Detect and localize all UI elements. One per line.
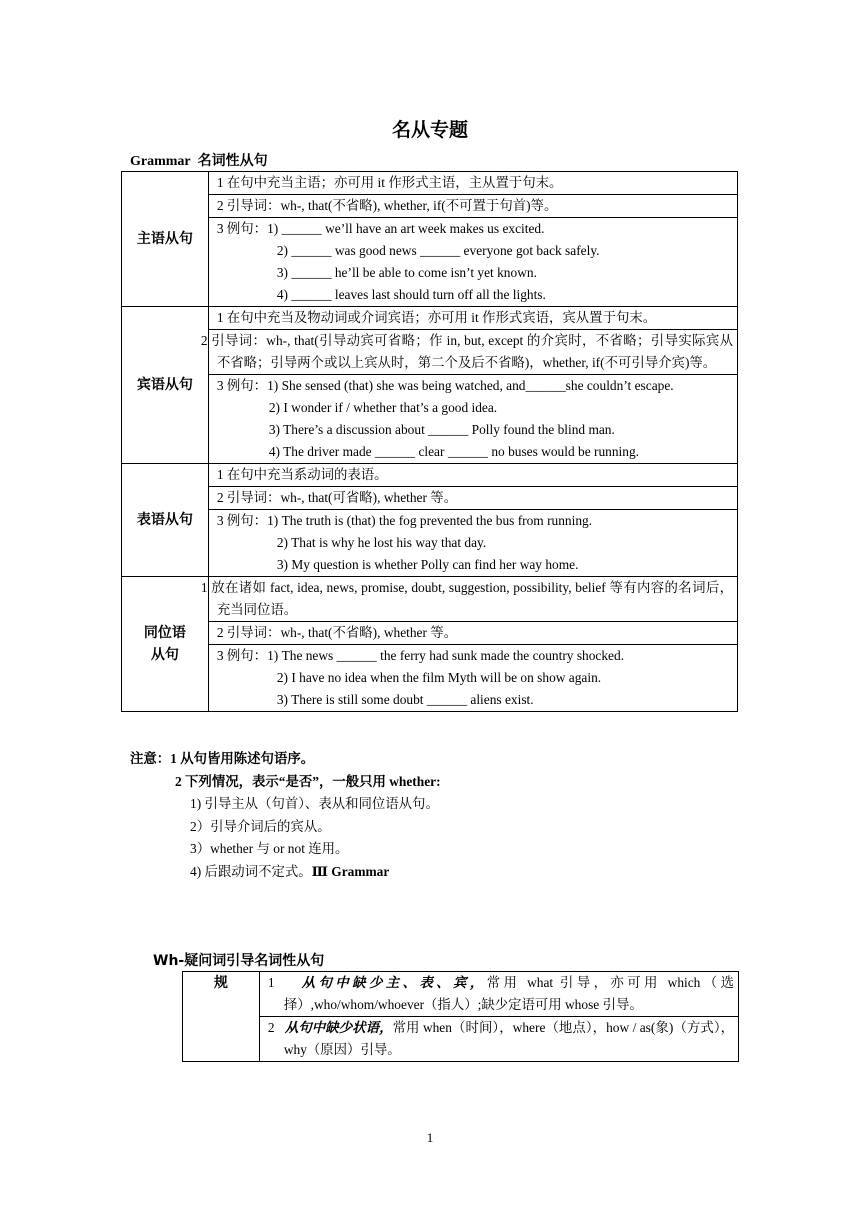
- table-row: [122, 195, 738, 218]
- table-row: [122, 330, 738, 375]
- note-subitem: 1) 引导主从（句首）、表从和同位语从句。: [190, 796, 439, 811]
- row-introducers: 2 引导词：wh-, that(不省略), whether, if(不可置于句首)等。: [208, 195, 737, 218]
- table-row: [122, 172, 738, 195]
- wh-rules-table: [182, 971, 739, 1062]
- example-sentence: 1) She sensed (that) she was being watched, and______she couldn’t escape.: [267, 378, 674, 393]
- category-appositive-clause: [122, 577, 209, 712]
- category-predicative-clause: 表语从句: [122, 464, 209, 577]
- row-definition: 1 放在诸如 fact, idea, news, promise, doubt, suggestion, possibility, belief 等有内容的名词后，充当同位语。: [208, 577, 737, 622]
- example-sentence: 4) ______ leaves last should turn off all the lights.: [276, 287, 546, 302]
- rule-item: 1 从句中缺少主、表、宾，常用 what 引导，亦可用 which（选择）,who/whom/whoever（指人）;缺少定语可用 whose 引导。: [259, 972, 738, 1017]
- examples-label: 3 例句：: [216, 513, 268, 528]
- grammar-heading-cn: 名词性从句: [197, 153, 268, 169]
- category-object-clause: 宾语从句: [122, 307, 209, 464]
- example-sentence: 2) ______ was good news ______ everyone got back safely.: [276, 243, 600, 258]
- example-sentence: 1) The truth is (that) the fog prevented the bus from running.: [267, 513, 593, 528]
- row-examples: [208, 645, 737, 712]
- example-sentence: 2) I wonder if / whether that’s a good idea.: [268, 400, 498, 415]
- row-definition: 1 在句中充当系动词的表语。: [208, 464, 737, 487]
- grammar-heading-en: Grammar: [130, 154, 191, 169]
- row-definition: 1 在句中充当及物动词或介词宾语；亦可用 it 作形式宾语，宾从置于句末。: [208, 307, 737, 330]
- example-sentence: 2) I have no idea when the film Myth will be on show again.: [276, 670, 602, 685]
- example-sentence: 2) That is why he lost his way that day.: [276, 535, 487, 550]
- page-title: 名从专题: [391, 119, 468, 141]
- noun-clause-table: [121, 171, 738, 712]
- category-appositive-line2: 从句: [150, 647, 179, 663]
- example-sentence: 3) There is still some doubt ______ aliens exist.: [276, 692, 534, 707]
- table-row: [122, 645, 738, 712]
- example-sentence: 1) The news ______ the ferry had sunk made the country shocked.: [267, 648, 625, 663]
- table-row: [122, 487, 738, 510]
- table-row: [122, 218, 738, 307]
- row-introducers: 2 引导词：wh-, that(不省略), whether 等。: [208, 622, 737, 645]
- table-row: [183, 1017, 739, 1062]
- row-examples: [208, 218, 737, 307]
- example-sentence: 1) ______ we’ll have an art week makes us excited.: [267, 221, 545, 236]
- category-appositive-line1: 同位语: [143, 625, 186, 641]
- note-subitem: 3）whether 与 or not 连用。: [190, 841, 349, 856]
- examples-label: 3 例句：: [216, 378, 268, 393]
- category-subject-clause: 主语从句: [122, 172, 209, 307]
- rules-category: 规: [183, 972, 260, 1062]
- wh-heading: Wh-疑问词引导名词性从句: [153, 953, 325, 969]
- row-definition: 1 在句中充当主语；亦可用 it 作形式主语，主从置于句末。: [208, 172, 737, 195]
- table-row: [183, 972, 739, 1017]
- note-item: 2 下列情况，表示“是否”，一般只用 whether:: [175, 773, 441, 789]
- example-sentence: 3) My question is whether Polly can find her way home.: [276, 557, 579, 572]
- roman-grammar-heading: Ⅲ Grammar: [311, 863, 390, 879]
- row-examples: [208, 375, 737, 464]
- note-subitem: 2）引导介词后的宾从。: [190, 818, 331, 834]
- table-row: [122, 464, 738, 487]
- example-sentence: 3) There’s a discussion about ______ Polly found the blind man.: [268, 422, 615, 437]
- table-row: [122, 510, 738, 577]
- table-row: [122, 375, 738, 464]
- row-examples: [208, 510, 737, 577]
- row-introducers: 2 引导词：wh-, that(引导动宾可省略；作 in, but, except 的介宾时，不省略；引导实际宾从不省略；引导两个或以上宾从时，第二个及后不省略)，whether, if(不可引导介宾)等。: [208, 330, 737, 375]
- table-row: [122, 577, 738, 622]
- notes-section: [130, 748, 441, 883]
- row-introducers: 2 引导词：wh-, that(可省略), whether 等。: [208, 487, 737, 510]
- examples-label: 3 例句：: [216, 221, 268, 236]
- grammar-heading: [130, 150, 268, 170]
- table-row: [122, 622, 738, 645]
- note-item: 1 从句皆用陈述句语序。: [170, 751, 315, 766]
- rule-item: 2 从句中缺少状语，常用 when（时间），where（地点），how / as(象)（方式），why（原因）引导。: [259, 1017, 738, 1062]
- notes-label: 注意：: [130, 751, 171, 766]
- note-subitem: 4) 后跟动词不定式。Ⅲ Grammar: [190, 863, 390, 879]
- example-sentence: 3) ______ he’ll be able to come isn’t yet known.: [276, 265, 537, 280]
- examples-label: 3 例句：: [216, 648, 268, 663]
- page-number: 1: [426, 1130, 434, 1145]
- example-sentence: 4) The driver made ______ clear ______ no buses would be running.: [268, 444, 639, 459]
- table-row: [122, 307, 738, 330]
